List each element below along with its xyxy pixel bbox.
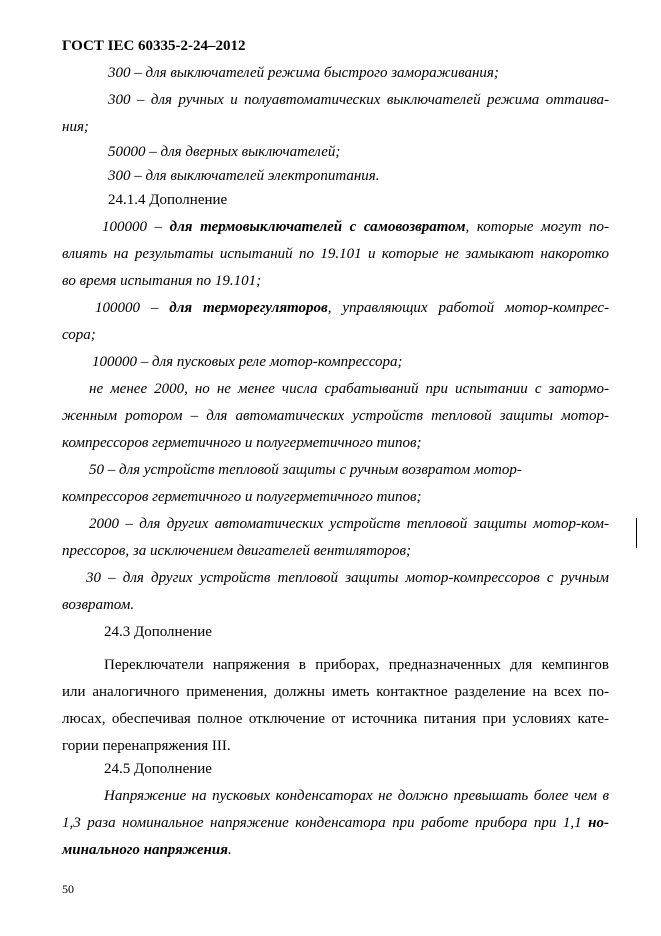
list-item: 100000 – для пусковых реле мотор-компрессора;: [92, 354, 403, 370]
paragraph-line: Напряжение на пусковых конденсаторах не должно превышать более чем в: [104, 788, 609, 804]
paragraph-line: 1,3 раза номинальное напряжение конденсатора при работе прибора при 1,1 но-: [62, 815, 609, 831]
paragraph-line: гории перенапряжения III.: [62, 738, 231, 754]
list-item: 2000 – для других автоматических устройств тепловой защиты мотор-ком-: [89, 516, 609, 532]
page-number: 50: [62, 882, 74, 896]
paragraph-line: люсах, обеспечивая полное отключение от источника питания при условиях кате-: [62, 711, 609, 727]
paragraph-line: Переключатели напряжения в приборах, предназначенных для кемпингов: [104, 657, 609, 673]
paragraph-line: или аналогичного применения, должны иметь контактное разделение на всех по-: [62, 684, 609, 700]
list-item: 50000 – для дверных выключателей;: [108, 144, 341, 160]
list-item-continuation: возвратом.: [62, 597, 135, 613]
list-item-continuation: во время испытания по 19.101;: [62, 273, 262, 289]
list-item: 300 – для выключателей режима быстрого замораживания;: [108, 65, 499, 81]
list-item: 30 – для других устройств тепловой защиты мотор-компрессоров с ручным: [86, 570, 609, 586]
list-item-continuation: женным ротором – для автоматических устройств тепловой защиты мотор-: [62, 408, 609, 424]
list-item-continuation: влиять на результаты испытаний по 19.101 и которые не замыкают накоротко: [62, 246, 609, 262]
list-item: 300 – для ручных и полуавтоматических выключателей режима оттаива-: [108, 92, 609, 108]
section-heading: 24.3 Дополнение: [104, 624, 212, 640]
section-heading: 24.1.4 Дополнение: [108, 192, 228, 208]
list-item: не менее 2000, но не менее числа срабатываний при испытании с затормо-: [89, 381, 609, 397]
list-item-continuation: ния;: [62, 119, 89, 135]
paragraph-line: минального напряжения.: [62, 842, 232, 858]
change-bar: [636, 518, 637, 548]
list-item-continuation: сора;: [62, 327, 96, 343]
list-item-continuation: компрессоров герметичного и полугерметичного типов;: [62, 489, 422, 505]
list-item: 100000 – для терморегуляторов, управляющих работой мотор-компрес-: [95, 300, 609, 316]
list-item: 300 – для выключателей электропитания.: [108, 168, 380, 184]
list-item: 50 – для устройств тепловой защиты с ручным возвратом мотор-: [89, 462, 522, 478]
list-item: 100000 – для термовыключателей с самовозвратом, которые могут по-: [102, 219, 609, 235]
list-item-continuation: компрессоров герметичного и полугерметичного типов;: [62, 435, 422, 451]
section-heading: 24.5 Дополнение: [104, 761, 212, 777]
document-header: ГОСТ IEC 60335-2-24–2012: [62, 38, 246, 54]
list-item-continuation: прессоров, за исключением двигателей вентиляторов;: [62, 543, 411, 559]
